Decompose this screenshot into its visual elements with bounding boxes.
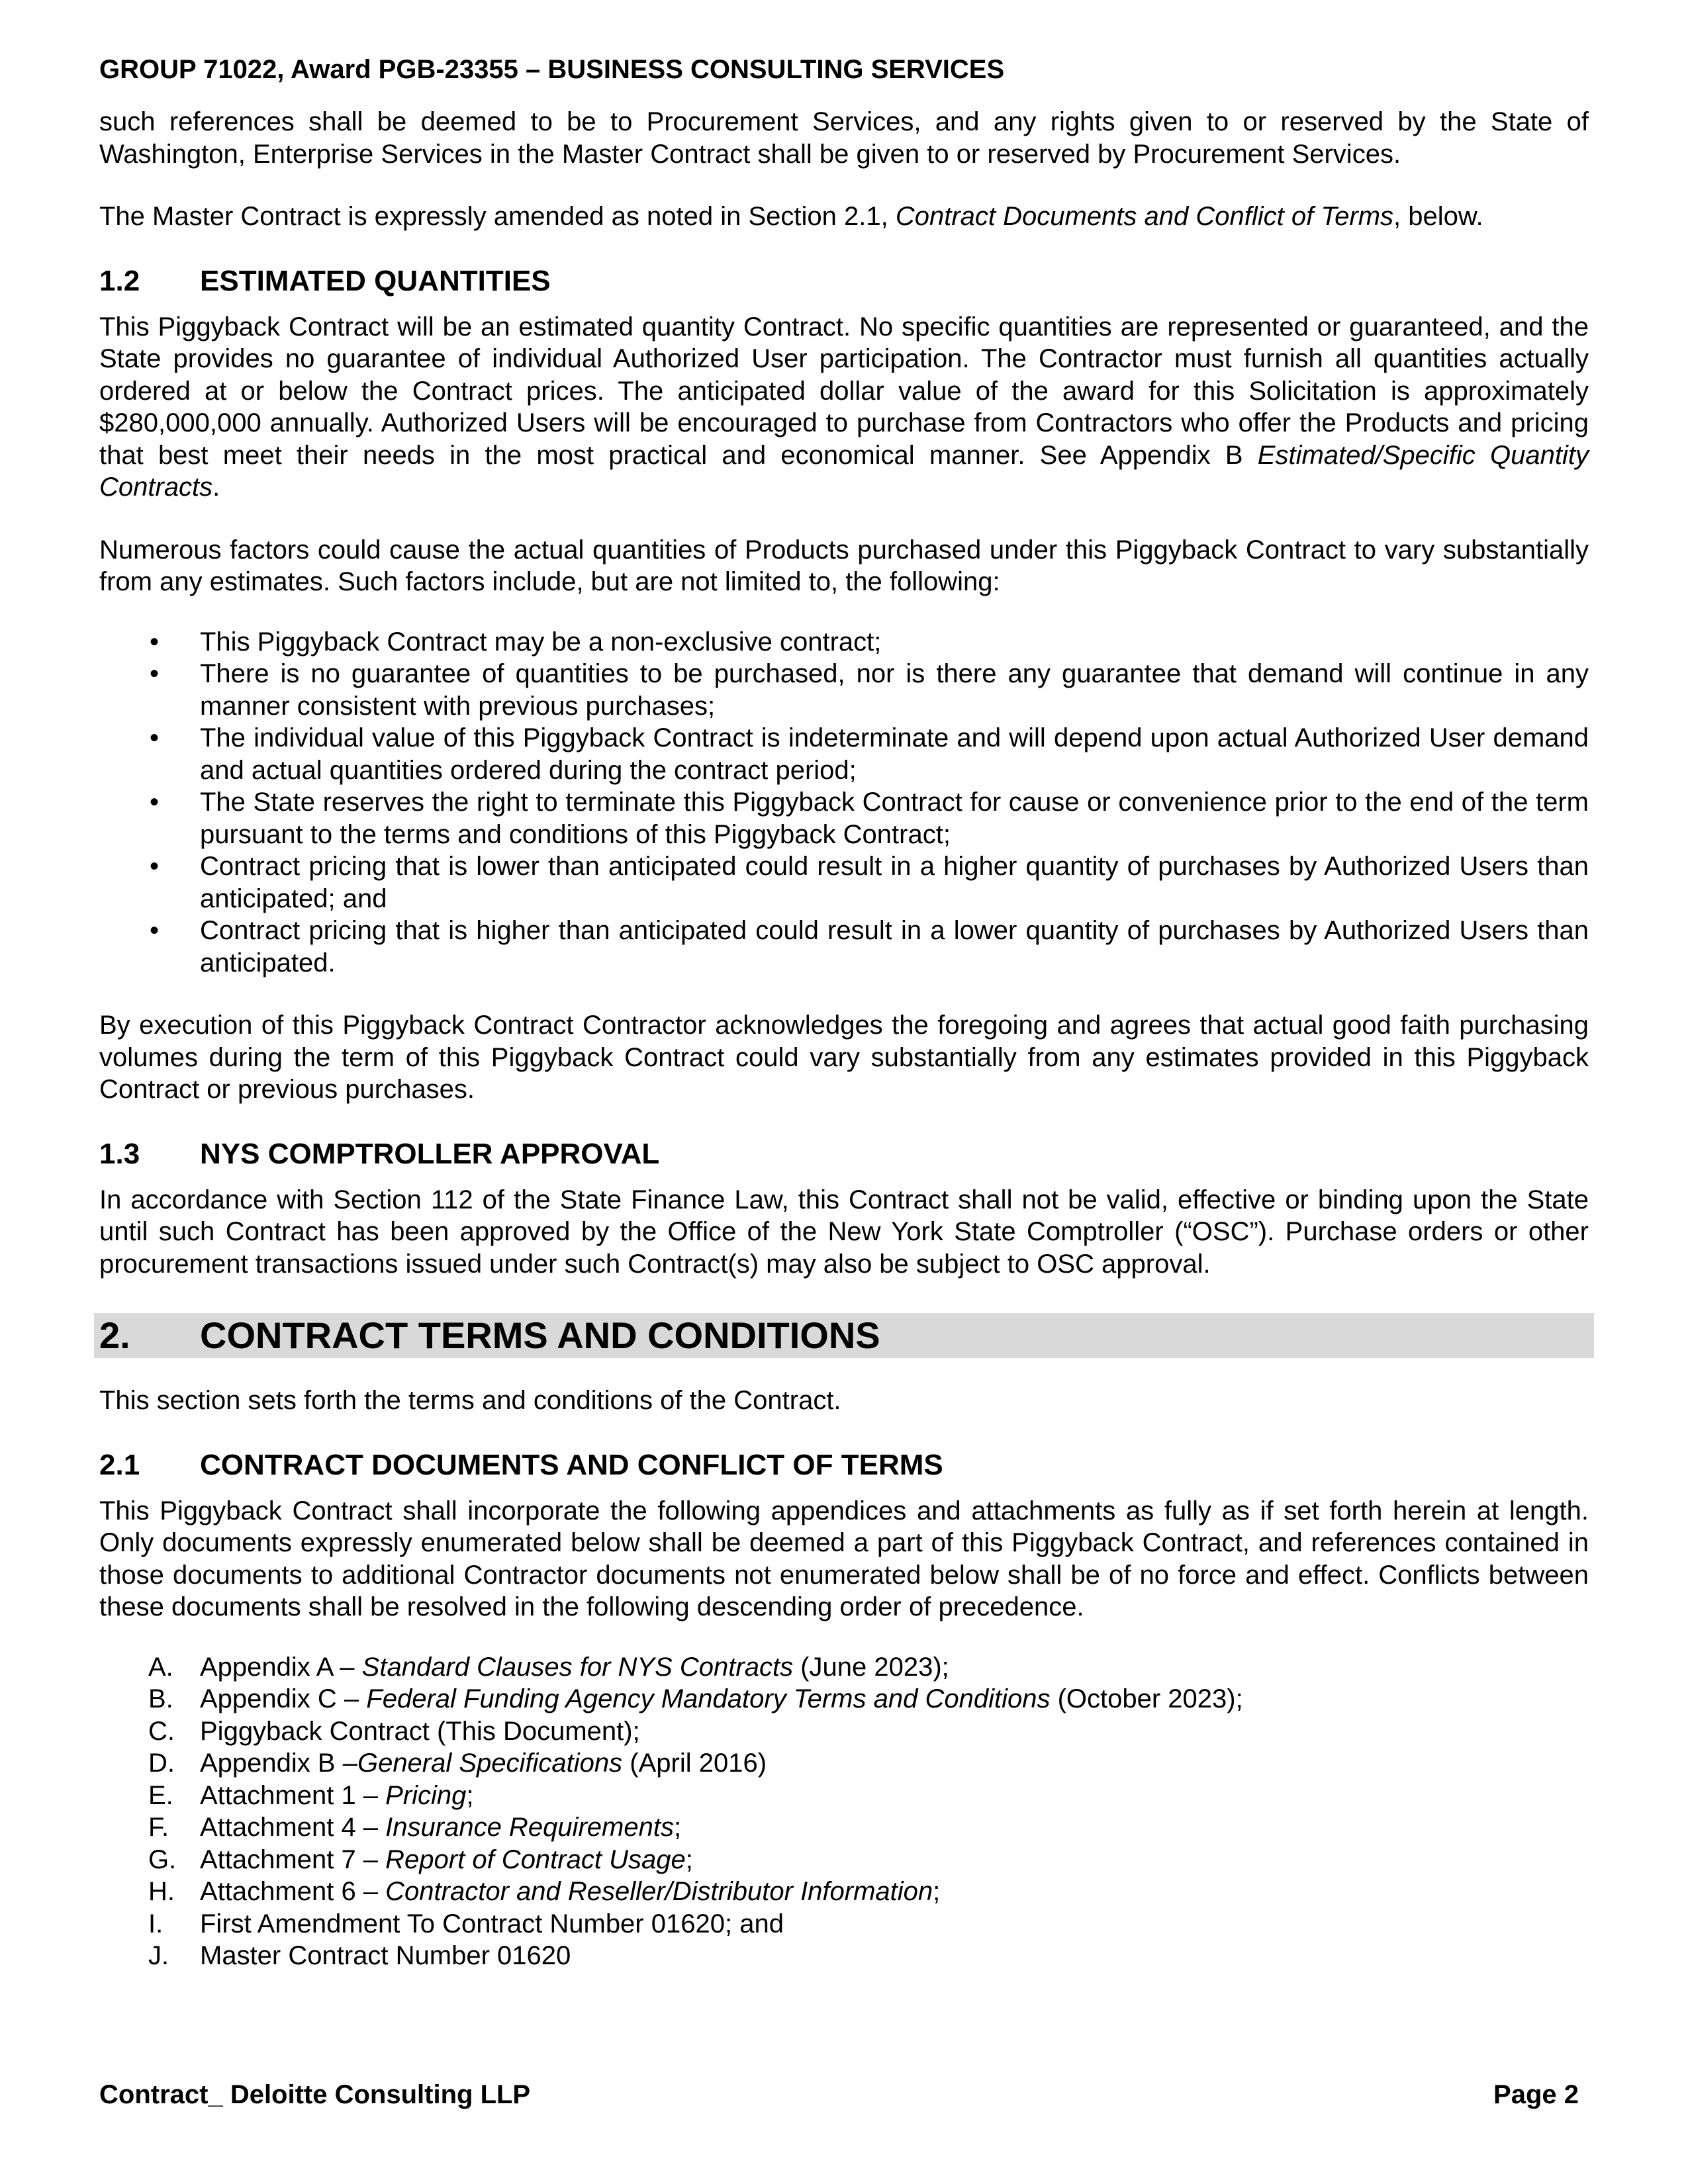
list-item-text: [200, 1715, 640, 1748]
amendment-text-em: Contract Documents and Conflict of Terms: [895, 202, 1394, 231]
paragraph-text-a: This Piggyback Contract will be an estimated quantity Contract. No specific quantities are represented or guaranteed, and the State provides no guarantee of individual Authorized User participation. The Contractor must furnish all quantities actually ordered at or below the Contract prices. The anticipated dollar value of the award for this Solicitation is approximately $280,000,000 annually. Authorized Users will be encouraged to purchase from Contractors who offer the Products and pricing that best meet their needs in the most practical and economical manner. See Appendix B: [99, 312, 1589, 470]
list-item: [99, 722, 1589, 786]
list-item: [99, 1651, 1589, 1684]
paragraph-text-em: Estimated/Specific Quantity Contracts: [99, 440, 1589, 502]
list-item-text-em: Contractor and Reseller/Distributor Information: [385, 1877, 933, 1906]
list-item-text: Contract pricing that is lower than anticipated could result in a higher quantity of purchases by Authorized Users than anticipated; and: [200, 852, 1589, 913]
section-number: 2.: [99, 1314, 130, 1356]
list-item-text-em: General Specifications: [357, 1749, 623, 1778]
list-item-letter: E.: [148, 1780, 173, 1810]
list-item-text: [200, 1908, 784, 1940]
factors-list: [99, 626, 1589, 979]
list-item: [99, 915, 1589, 979]
comptroller-paragraph: In accordance with Section 112 of the State Finance Law, this Contract shall not be valid, effective or binding upon the State until such Contract has been approved by the Office of the New York State Comptroller (“OSC”). Purchase orders or other procurement transactions issued under such Contract(s) may also be subject to OSC approval.: [99, 1185, 1589, 1279]
documents-paragraph: This Piggyback Contract shall incorporate the following appendices and attachments as fully as if set forth herein at length. Only documents expressly enumerated below shall be deemed a part of this Piggyback Contract, and references contained in those documents to additional Contractor documents not enumerated below shall be of no force and effect. Conflicts between these documents shall be resolved in the following descending order of precedence.: [99, 1496, 1589, 1621]
list-item: [99, 786, 1589, 850]
list-item-text-pre: Appendix A –: [200, 1652, 362, 1682]
list-item-text-pre: Attachment 6 –: [200, 1877, 386, 1906]
list-item-text: [200, 1811, 681, 1844]
list-item: [99, 1747, 1589, 1780]
list-item-text: There is no guarantee of quantities to be purchased, nor is there any guarantee that demand will continue in any manner consistent with previous purchases;: [200, 659, 1589, 721]
list-item-text: [200, 1747, 767, 1780]
document-page: [99, 53, 1589, 1972]
intro-paragraph: such references shall be deemed to be to Procurement Services, and any rights given to or reserved by the State of Washington, Enterprise Services in the Master Contract shall be given to or reserved by Procurement Services.: [99, 107, 1589, 169]
documents-list: [99, 1651, 1589, 1972]
terms-intro-paragraph: This section sets forth the terms and conditions of the Contract.: [99, 1386, 841, 1415]
list-item-text-pre: Master Contract Number 01620: [200, 1941, 571, 1970]
list-item-text-post: ;: [673, 1813, 682, 1842]
list-item-text: [200, 1683, 1243, 1715]
list-item-text-post: (April 2016): [622, 1749, 767, 1778]
list-item-letter: D.: [148, 1749, 175, 1778]
list-item-text-pre: First Amendment To Contract Number 01620; and: [200, 1909, 784, 1938]
list-item-text: [200, 1651, 949, 1684]
page-number: Page 2: [1493, 2080, 1579, 2109]
list-item: [99, 1844, 1589, 1876]
section-number: 1.2: [99, 264, 140, 297]
paragraph-text-b: .: [212, 473, 220, 502]
bullet-icon: [99, 658, 200, 722]
list-item-text: [200, 1844, 693, 1876]
list-item-text-pre: Attachment 7 –: [200, 1844, 386, 1874]
list-item-text-pre: Appendix C –: [200, 1684, 367, 1713]
list-item-text-em: Standard Clauses for NYS Contracts: [361, 1652, 794, 1682]
section-number: 2.1: [99, 1448, 140, 1481]
bullet-icon: [99, 915, 200, 979]
list-item: [99, 658, 1589, 722]
list-item-text-em: Federal Funding Agency Mandatory Terms and Conditions: [366, 1684, 1051, 1713]
list-item-letter: F.: [148, 1813, 169, 1842]
list-item-text: [200, 1876, 940, 1908]
acknowledgement-paragraph: By execution of this Piggyback Contract Contractor acknowledges the foregoing and agrees that actual good faith purchasing volumes during the term of this Piggyback Contract could vary substantially from any estimates provided in this Piggyback Contract or previous purchases.: [99, 1011, 1589, 1104]
list-item: [99, 1683, 1589, 1715]
list-item-letter: J.: [148, 1941, 169, 1970]
list-item-text-pre: Attachment 1 –: [200, 1780, 386, 1810]
list-item: [99, 850, 1589, 915]
bullet-icon: [99, 850, 200, 915]
section-title: CONTRACT TERMS AND CONDITIONS: [200, 1314, 880, 1356]
list-item-letter: G.: [148, 1844, 177, 1874]
list-item-text-post: ;: [685, 1844, 693, 1874]
list-item-letter: I.: [148, 1909, 164, 1938]
section-heading-2-1: [99, 1447, 1589, 1483]
list-item-text: The individual value of this Piggyback Contract is indeterminate and will depend upon actual Authorized User demand and actual quantities ordered during the contract period;: [200, 723, 1589, 785]
list-item-text-pre: Attachment 4 –: [200, 1813, 386, 1842]
list-item-text-em: Pricing: [385, 1780, 467, 1810]
list-item-text: This Piggyback Contract may be a non-exclusive contract;: [200, 627, 882, 657]
list-item-text-em: Insurance Requirements: [385, 1813, 674, 1842]
bullet-icon: [99, 786, 200, 850]
list-item-letter: C.: [148, 1716, 175, 1746]
page-footer: [99, 2078, 1579, 2111]
list-item-text-post: (June 2023);: [793, 1652, 949, 1682]
list-item: [99, 1715, 1589, 1748]
list-item: [99, 1811, 1589, 1844]
list-item: [99, 1940, 1589, 1972]
list-item-text-post: ;: [466, 1780, 474, 1810]
list-item-letter: A.: [148, 1652, 173, 1682]
list-item: [99, 1780, 1589, 1812]
list-item-text: The State reserves the right to terminate this Piggyback Contract for cause or convenience prior to the end of the term pursuant to the terms and conditions of this Piggyback Contract;: [200, 788, 1589, 849]
list-item: [99, 1908, 1589, 1940]
list-item-text: [200, 1780, 474, 1812]
page-header: GROUP 71022, Award PGB-23355 – BUSINESS CONSULTING SERVICES: [99, 55, 1005, 84]
list-item-text: [200, 1940, 571, 1972]
bullet-icon: [99, 626, 200, 659]
amendment-text-b: , below.: [1393, 202, 1483, 231]
list-item: [99, 1876, 1589, 1908]
list-item-text: Contract pricing that is higher than anticipated could result in a lower quantity of purchases by Authorized Users than anticipated.: [200, 916, 1589, 978]
list-item-text-pre: Appendix B –: [200, 1749, 357, 1778]
list-item-letter: B.: [148, 1684, 173, 1713]
section-heading-1-3: [99, 1136, 1589, 1172]
estimated-quantities-paragraph: [99, 311, 1589, 504]
factors-paragraph: Numerous factors could cause the actual quantities of Products purchased under this Piggyback Contract to vary substantially from any estimates. Such factors include, but are not limited to, the following:: [99, 535, 1589, 596]
amendment-paragraph: [99, 201, 1589, 233]
list-item: [99, 626, 1589, 659]
list-item-text-post: (October 2023);: [1050, 1684, 1243, 1713]
bullet-icon: [99, 722, 200, 786]
section-heading-2: [94, 1313, 1594, 1358]
section-number: 1.3: [99, 1137, 140, 1170]
section-title: ESTIMATED QUANTITIES: [200, 264, 551, 297]
section-heading-1-2: [99, 263, 1589, 299]
list-item-text-pre: Piggyback Contract (This Document);: [200, 1716, 640, 1746]
amendment-text-a: The Master Contract is expressly amended as noted in Section 2.1,: [99, 202, 896, 231]
section-title: CONTRACT DOCUMENTS AND CONFLICT OF TERMS: [200, 1448, 943, 1481]
list-item-letter: H.: [148, 1877, 175, 1906]
list-item-text-em: Report of Contract Usage: [385, 1844, 686, 1874]
footer-contract-name: Contract_ Deloitte Consulting LLP: [99, 2080, 531, 2109]
section-title: NYS COMPTROLLER APPROVAL: [200, 1137, 660, 1170]
list-item-text-post: ;: [933, 1877, 941, 1906]
